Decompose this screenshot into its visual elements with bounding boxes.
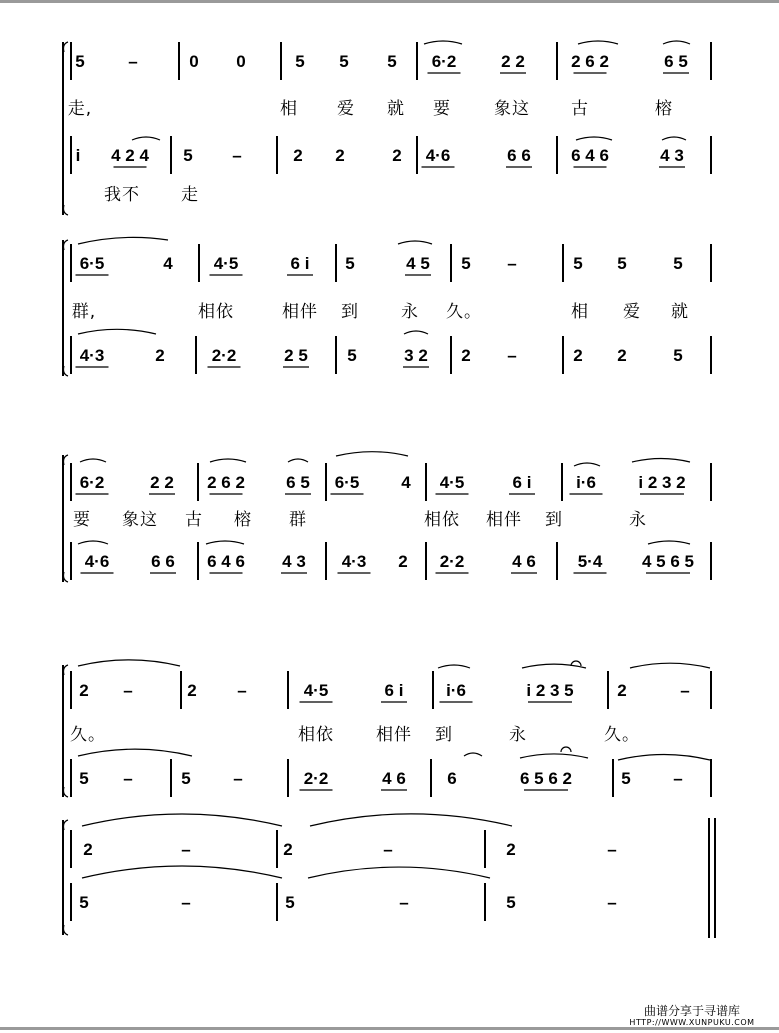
lyric-syllable: 永 [629,510,647,530]
lower-note: 2 [392,146,402,165]
barline-upper [198,244,200,282]
lower-note: 6 4 6 [207,552,245,571]
final-barline [708,818,710,938]
lower-note: 2·2 [303,769,329,788]
barline-upper [710,244,712,282]
lyric-syllable: 相伴 [486,510,522,530]
upper-note: 6 i [384,681,404,700]
barline-start-lower [70,336,72,374]
upper-note: – [507,254,517,273]
lyric-syllable: 古 [571,99,589,119]
bracket-hook-top [64,42,69,52]
lyric-syllable: 相 [571,302,589,322]
lower-note: 4 2 4 [111,146,149,165]
barline-start-lower [70,542,72,580]
lyric-syllable: 永 [509,725,527,745]
lyric-syllable: 古 [185,510,203,530]
barline-upper [556,42,558,80]
slur-arc [404,331,428,334]
lyric-syllable: 相依 [424,510,460,530]
lyric-syllable: 走, [67,99,93,119]
upper-note: 5 [295,52,305,71]
lower-note: 2·2 [211,346,237,365]
slur-arc [336,452,408,456]
upper-note: 2 [617,681,627,700]
barline-upper [276,830,278,868]
upper-note: 5 [573,254,583,273]
lyric-syllable: 要 [73,510,91,530]
barline-upper [710,463,712,501]
lower-note: 6 6 [507,146,531,165]
lyric-syllable: 就 [387,99,405,119]
lower-note: 4·6 [84,552,110,571]
bracket-hook-bottom [64,366,69,376]
slur-arc [522,664,586,668]
lyric-syllable: 相伴 [376,725,412,745]
slur-arc [82,814,282,826]
barline-lower [710,336,712,374]
lyric-syllable: 群, [71,302,97,322]
upper-note: i 2 3 5 [526,681,574,700]
slur-arc [438,665,470,668]
slur-arc [210,459,246,462]
watermark-title: 曲谱分享于寻谱库 [643,1004,740,1018]
slur-arc [310,814,512,826]
lyric-syllable: 久。 [446,302,482,322]
lower-note: 5 [183,146,193,165]
slur-arc [206,541,244,544]
barline-upper [607,671,609,709]
system-bracket [62,665,64,797]
slur-arc [648,541,690,544]
system-bracket [62,42,64,215]
barline-upper [425,463,427,501]
barline-lower [425,542,427,580]
upper-note: 5 [673,254,683,273]
lower-note: 2·2 [439,552,465,571]
upper-note: 2 2 [501,52,525,71]
barline-lower [195,336,197,374]
upper-note: 6 i [512,473,532,492]
bracket-hook-bottom [64,787,69,797]
slur-arc [576,137,612,140]
lyric-syllable: 象这 [122,510,158,530]
lyric-syllable: 要 [433,99,451,119]
barline-lower [562,336,564,374]
lower-note: – [673,769,683,788]
lyric-syllable: 到 [435,725,453,745]
bracket-hook-bottom [64,205,69,215]
system-bracket [62,820,64,935]
final-barline [714,818,716,938]
lower-note: 5 [621,769,631,788]
barline-lower [325,542,327,580]
lyric-syllable: 爱 [623,302,641,322]
barline-upper [416,42,418,80]
lyric-syllable: 相伴 [282,302,318,322]
barline-start-lower [70,759,72,797]
lyric-syllable: 久。 [604,725,640,745]
lower-note: i [75,146,81,165]
barline-upper [562,244,564,282]
lower-note: 4·3 [79,346,105,365]
lower-note: 5 [285,893,295,912]
barline-upper [710,671,712,709]
barline-lower [416,136,418,174]
upper-note: 2 [83,840,93,859]
barline-start-lower [70,136,72,174]
lower-note: 6 6 [151,552,175,571]
barline-upper [484,830,486,868]
lower-note: 2 5 [284,346,308,365]
upper-note: 4·5 [439,473,465,492]
lower-note: 5·4 [577,552,603,571]
upper-note: 6·5 [79,254,105,273]
upper-note: – [123,681,133,700]
lyric-syllable: 爱 [337,99,355,119]
upper-note: 5 [345,254,355,273]
upper-note: 6·2 [431,52,457,71]
slur-arc [630,663,710,668]
lyric-syllable: 榕 [234,510,252,530]
lower-note: – [507,346,517,365]
bracket-hook-top [64,455,69,465]
slur-arc [78,237,168,244]
slur-arc [578,41,618,44]
barline-lower [710,542,712,580]
upper-note: 0 [189,52,199,71]
lower-note: 2 [398,552,408,571]
barline-lower [170,136,172,174]
barline-start-upper [70,42,72,80]
lyric-syllable: 到 [545,510,563,530]
slur-arc [78,329,156,334]
lower-note: 3 2 [404,346,428,365]
bracket-hook-top [64,665,69,675]
slur-arc [308,867,490,878]
lower-note: – [232,146,242,165]
barline-lower [556,542,558,580]
upper-note: – [383,840,393,859]
lower-note: 2 [335,146,345,165]
barline-lower [276,883,278,921]
lyric-syllable: 久。 [70,725,106,745]
lower-note: 6 5 6 2 [520,769,572,788]
upper-note: 2 6 2 [207,473,245,492]
barline-upper [450,244,452,282]
barline-lower [710,136,712,174]
slur-arc [82,866,282,878]
lower-note: 5 [673,346,683,365]
upper-note: – [237,681,247,700]
lower-note: – [233,769,243,788]
upper-note: 4 [401,473,411,492]
slur-arc [78,660,180,666]
top-border [0,0,779,3]
lyric-syllable: 相依 [198,302,234,322]
lower-note: 6 4 6 [571,146,609,165]
lower-note: – [399,893,409,912]
lower-note: 4·6 [425,146,451,165]
barline-start-upper [70,244,72,282]
barline-start-upper [70,830,72,868]
lyric-syllable: 榕 [655,99,673,119]
barline-upper [325,463,327,501]
upper-note: 6 5 [664,52,688,71]
lower-note: – [123,769,133,788]
upper-note: 2 [283,840,293,859]
slur-arc [662,137,686,140]
upper-note: 4·5 [303,681,329,700]
lower-note: 5 [347,346,357,365]
upper-note: – [181,840,191,859]
lower-note: – [181,893,191,912]
upper-note: 6 5 [286,473,310,492]
upper-note: – [128,52,138,71]
barline-lower [335,336,337,374]
lyric-syllable: 群 [289,510,307,530]
upper-note: 5 [75,52,85,71]
lower-note: – [607,893,617,912]
lower-note: 5 [181,769,191,788]
barline-upper [178,42,180,80]
barline-upper [335,244,337,282]
lyric-syllable: 到 [341,302,359,322]
upper-note: 4 5 [406,254,430,273]
lower-note: 4 3 [282,552,306,571]
upper-note: 5 [461,254,471,273]
lower-note: 2 [293,146,303,165]
bracket-hook-bottom [64,572,69,582]
fermata [571,661,581,666]
barline-upper [197,463,199,501]
barline-lower [612,759,614,797]
lyric-syllable: 象这 [494,99,530,119]
barline-start-lower [70,883,72,921]
upper-note: – [607,840,617,859]
site-watermark [612,1004,772,1028]
slur-arc [618,754,710,760]
lyric-syllable: 相 [280,99,298,119]
barline-upper [432,671,434,709]
slur-arc [464,753,482,756]
upper-note: 6·2 [79,473,105,492]
barline-start-upper [70,463,72,501]
barline-upper [180,671,182,709]
upper-note: 6·5 [334,473,360,492]
slur-arc [574,463,600,466]
lyric-syllable: 就 [671,302,689,322]
upper-note: 6 i [290,254,310,273]
lower-note: 5 [79,893,89,912]
lower-note: 4 6 [512,552,536,571]
lower-note: 4 3 [660,146,684,165]
upper-note: 5 [617,254,627,273]
lyric-syllable-second: 走 [181,185,199,205]
lyric-syllable: 永 [401,302,419,322]
barline-lower [556,136,558,174]
barline-lower [450,336,452,374]
system-bracket [62,240,64,376]
slur-arc [80,459,106,462]
upper-note: 2 6 2 [571,52,609,71]
upper-note: 2 [187,681,197,700]
barline-lower [276,136,278,174]
slur-arc [132,137,160,140]
bracket-hook-bottom [64,925,69,935]
upper-note: – [680,681,690,700]
upper-note: 5 [387,52,397,71]
upper-note: 5 [339,52,349,71]
barline-lower [170,759,172,797]
lower-note: 4 5 6 5 [642,552,694,571]
lower-note: 2 [155,346,165,365]
slur-arc [78,749,192,756]
lower-note: 4 6 [382,769,406,788]
barline-start-upper [70,671,72,709]
slur-arc [288,459,308,462]
lower-note: 2 [617,346,627,365]
upper-note: i 2 3 2 [638,473,686,492]
slur-arc [663,41,690,44]
system-bracket [62,455,64,582]
upper-note: 4·5 [213,254,239,273]
lower-note: 4·3 [341,552,367,571]
barline-lower [430,759,432,797]
upper-note: 0 [236,52,246,71]
lower-note: 2 [573,346,583,365]
upper-note: 2 [506,840,516,859]
barline-lower [197,542,199,580]
slur-arc [424,41,462,44]
barline-upper [561,463,563,501]
upper-note: 2 [79,681,89,700]
barline-lower [710,759,712,797]
barline-upper [710,42,712,80]
upper-note: i·6 [576,473,596,492]
lower-note: 2 [461,346,471,365]
slur-arc [520,754,588,758]
barline-upper [287,671,289,709]
lyric-syllable: 相依 [298,725,334,745]
barline-lower [484,883,486,921]
lower-note: 5 [79,769,89,788]
bracket-hook-top [64,240,69,250]
slur-arc [632,459,690,462]
slur-arc [78,541,108,544]
upper-note: 4 [163,254,173,273]
lyric-syllable-second: 我不 [104,185,140,205]
upper-note: 2 2 [150,473,174,492]
upper-note: i·6 [446,681,466,700]
barline-upper [280,42,282,80]
lower-note: 6 [447,769,457,788]
lower-note: 5 [506,893,516,912]
slur-arc [398,241,432,244]
watermark-url: HTTP://WWW.XUNPUKU.COM [629,1018,755,1027]
fermata [561,747,571,752]
barline-lower [287,759,289,797]
bracket-hook-top [64,820,69,830]
